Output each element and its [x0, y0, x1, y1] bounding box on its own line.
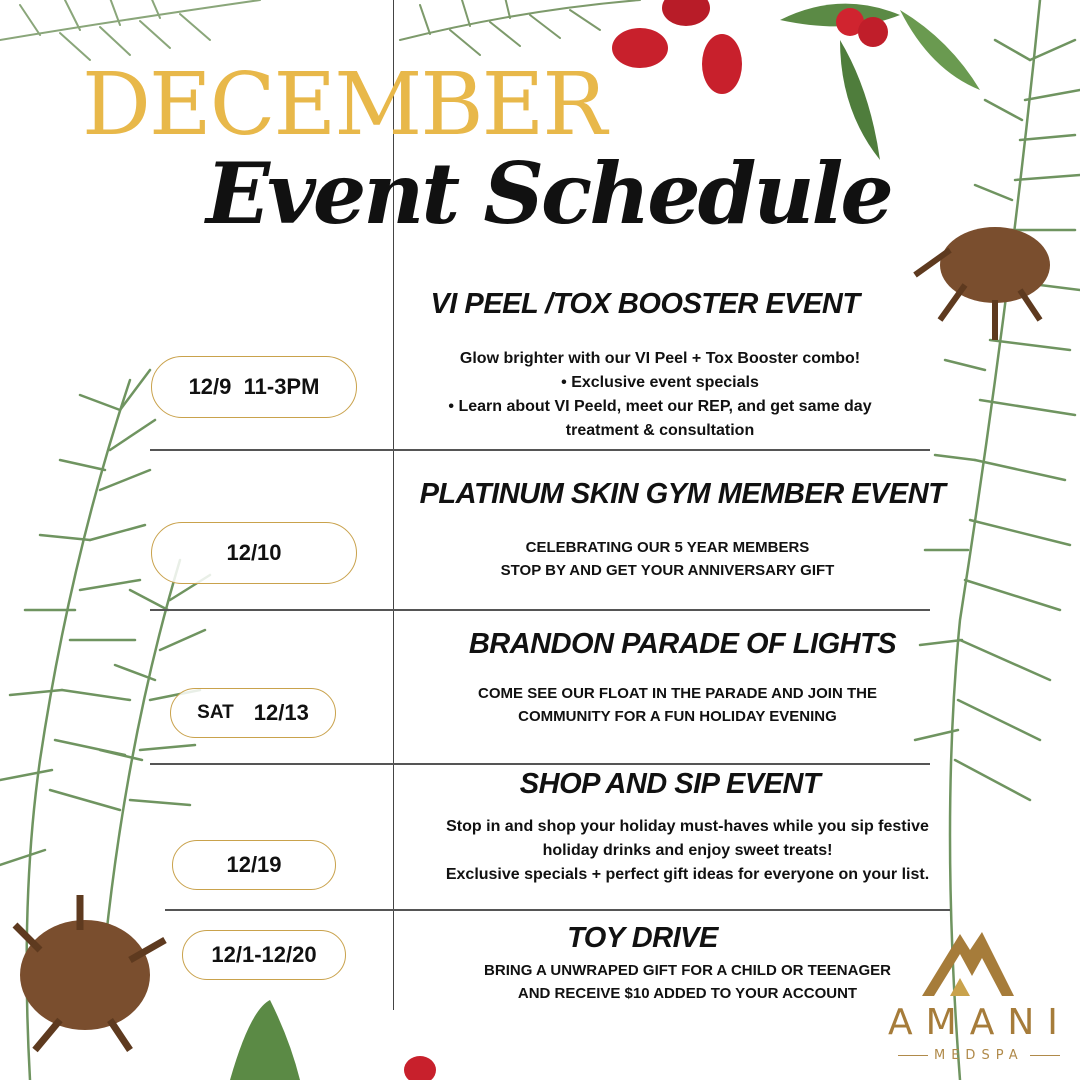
event-description-line: holiday drinks and enjoy sweet treats!	[542, 842, 833, 859]
event-divider	[150, 763, 930, 765]
event-divider	[150, 609, 930, 611]
top-left-pine-icon	[0, 0, 260, 60]
event-date: 12/13	[253, 700, 309, 725]
event-title: VI PEEL /TOX BOOSTER EVENT	[430, 288, 860, 320]
event-date-pill	[172, 840, 336, 890]
event-date: 12/9 11-3PM	[188, 374, 320, 399]
event-description	[395, 815, 980, 887]
event-description-line: treatment & consultation	[565, 422, 755, 439]
event-description	[395, 347, 925, 443]
event-description-line: BRING A UNWRAPED GIFT FOR A CHILD OR TEENAGER	[484, 962, 891, 979]
event-title: PLATINUM SKIN GYM MEMBER EVENT	[419, 478, 946, 510]
top-center-pine-icon	[400, 0, 640, 55]
event-date: 12/19	[226, 852, 282, 877]
event-description-line: COMMUNITY FOR A FUN HOLIDAY EVENING	[518, 708, 837, 725]
event-date-pill	[151, 522, 357, 584]
event-description-line: COME SEE OUR FLOAT IN THE PARADE AND JOIN THE	[478, 685, 877, 702]
month-title: DECEMBER	[82, 55, 606, 155]
event-description-line: CELEBRATING OUR 5 YEAR MEMBERS	[525, 539, 810, 556]
event-date: 12/1-12/20	[211, 942, 317, 967]
event-date-pill	[151, 356, 357, 418]
event-description-line: Glow brighter with our VI Peel + Tox Booster combo!	[459, 350, 861, 367]
event-divider	[165, 909, 950, 911]
event-title: TOY DRIVE	[567, 922, 718, 954]
event-description-line: STOP BY AND GET YOUR ANNIVERSARY GIFT	[500, 562, 835, 579]
event-date: 12/10	[226, 540, 282, 565]
event-title: BRANDON PARADE OF LIGHTS	[468, 628, 897, 660]
event-description-line: AND RECEIVE $10 ADDED TO YOUR ACCOUNT	[517, 985, 858, 1002]
event-date-pill	[170, 688, 336, 738]
event-description	[395, 959, 980, 1005]
event-day: SAT	[197, 702, 234, 723]
event-description	[395, 536, 940, 582]
event-date-pill	[182, 930, 346, 980]
event-description-line: • Learn about VI Peeld, meet our REP, and get same day	[448, 398, 872, 415]
event-description-line: Exclusive specials + perfect gift ideas for everyone on your list.	[445, 866, 930, 883]
event-description	[395, 682, 960, 728]
logo-wordmark: AMANI	[888, 1002, 1071, 1043]
event-title: SHOP AND SIP EVENT	[519, 768, 821, 800]
event-description-line: Stop in and shop your holiday must-haves while you sip festive	[446, 818, 929, 835]
event-description-line: • Exclusive event specials	[561, 374, 759, 391]
mountain-logo-icon	[920, 928, 1016, 998]
event-divider	[150, 449, 930, 451]
schedule-title: Event Schedule	[206, 144, 891, 243]
logo-tagline: MEDSPA	[892, 1048, 1052, 1063]
